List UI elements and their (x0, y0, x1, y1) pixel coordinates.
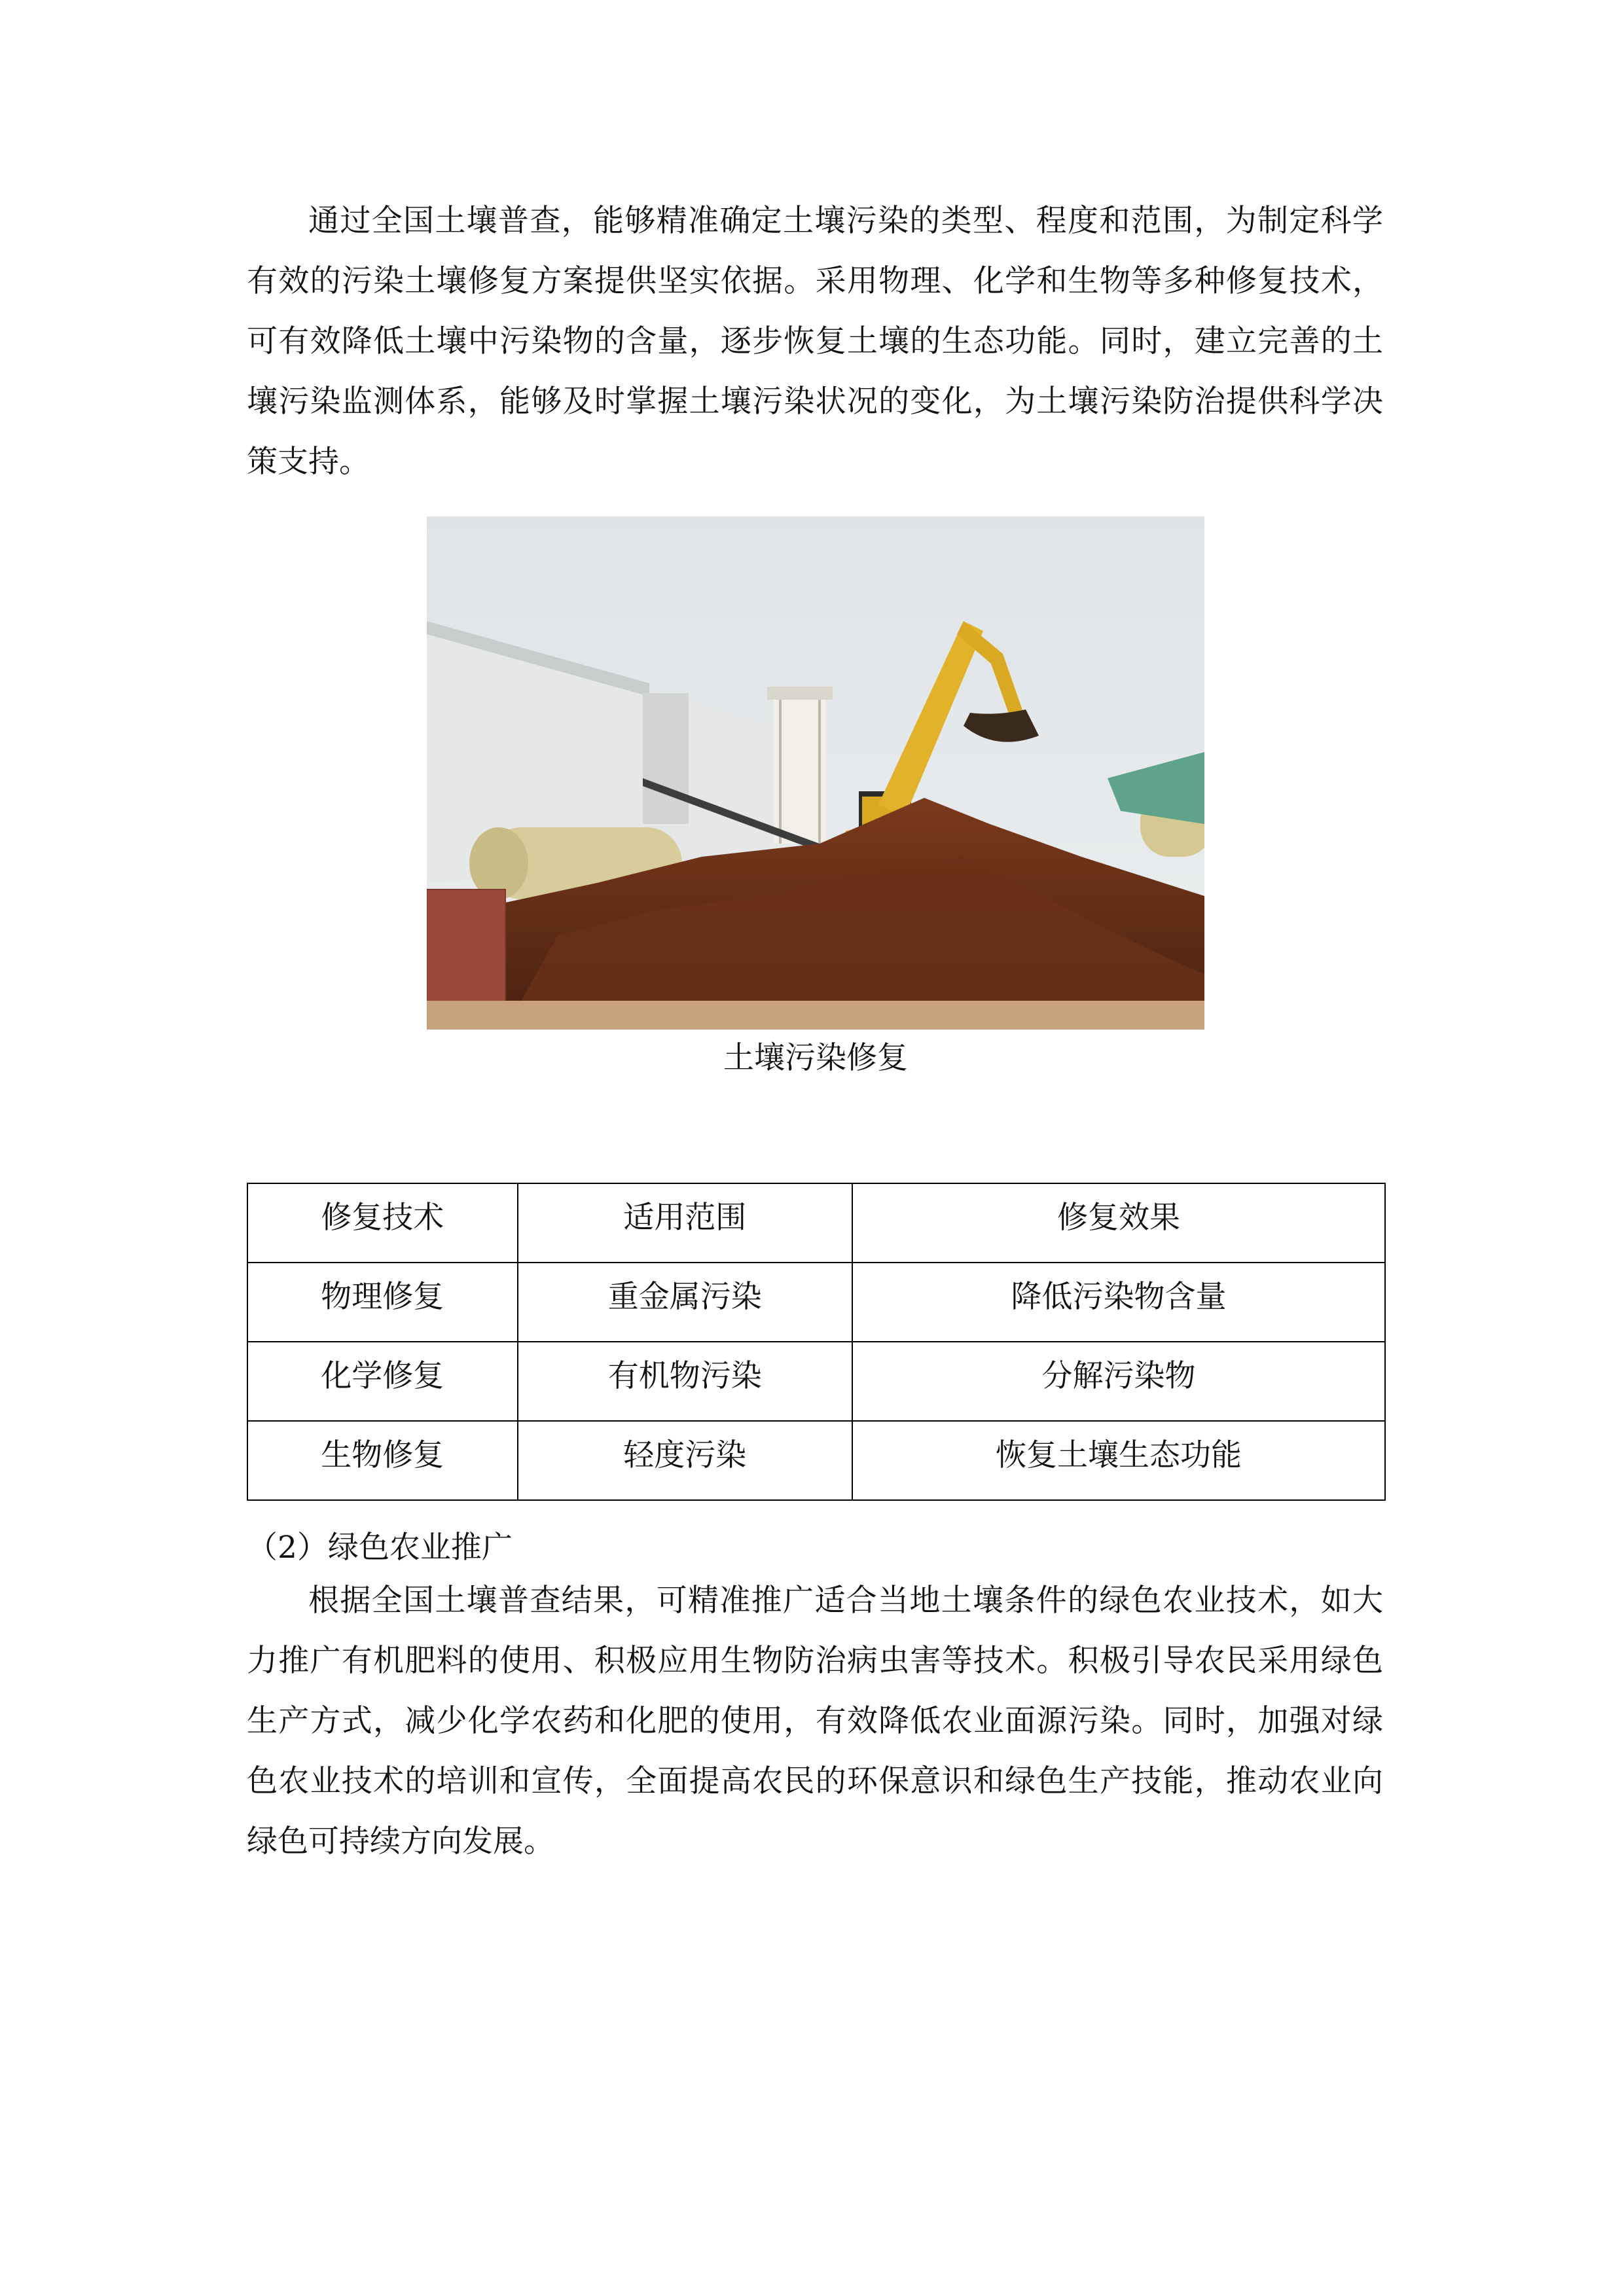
table-cell: 轻度污染 (518, 1421, 852, 1500)
body-paragraph-soil-remediation: 通过全国土壤普查，能够精准确定土壤污染的类型、程度和范围，为制定科学有效的污染土壤修复方案提供坚实依据。采用物理、化学和生物等多种修复技术，可有效降低土壤中污染物的含量，逐步恢复土壤的生态功能。同时，建立完善的土壤污染监测体系，能够及时掌握土壤污染状况的变化，为土壤污染防治提供科学决策支持。 (247, 203, 1383, 480)
soil-remediation-photo (427, 516, 1204, 1030)
table-cell: 有机物污染 (518, 1342, 852, 1421)
table-cell: 化学修复 (247, 1342, 518, 1421)
table-cell: 生物修复 (247, 1421, 518, 1500)
figure-caption: 土壤污染修复 (723, 1040, 908, 1076)
table-row (247, 1421, 1385, 1500)
table-header-cell: 修复技术 (247, 1183, 518, 1263)
table-header-cell: 适用范围 (518, 1183, 852, 1263)
table-header-row (247, 1183, 1385, 1263)
section-heading: （2）绿色农业推广 (247, 1530, 513, 1566)
body-paragraph-green-agriculture: 根据全国土壤普查结果，可精准推广适合当地土壤条件的绿色农业技术，如大力推广有机肥料的使用、积极应用生物防治病虫害等技术。积极引导农民采用绿色生产方式，减少化学农药和化肥的使用，有效降低农业面源污染。同时，加强对绿色农业技术的培训和宣传，全面提高农民的环保意识和绿色生产技能，推动农业向绿色可持续方向发展。 (247, 1583, 1383, 1859)
table-row (247, 1342, 1385, 1421)
table-cell: 降低污染物含量 (852, 1263, 1385, 1342)
table-cell: 分解污染物 (852, 1342, 1385, 1421)
remediation-technology-table (247, 1183, 1386, 1501)
table-row (247, 1263, 1385, 1342)
table-header-cell: 修复效果 (852, 1183, 1385, 1263)
table-cell: 恢复土壤生态功能 (852, 1421, 1385, 1500)
table-cell: 物理修复 (247, 1263, 518, 1342)
table-cell: 重金属污染 (518, 1263, 852, 1342)
